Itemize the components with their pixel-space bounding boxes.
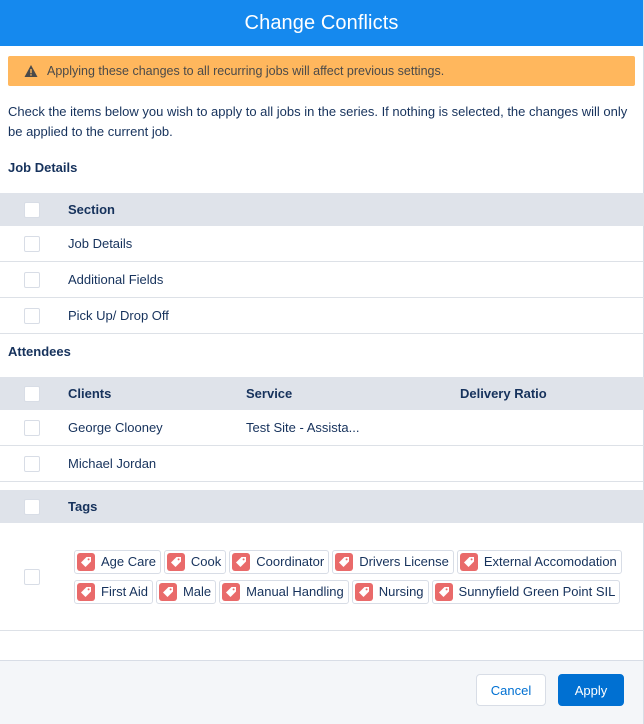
apply-button[interactable]: Apply (558, 674, 624, 706)
tag-icon (167, 553, 185, 571)
tag-icon (159, 583, 177, 601)
row-checkbox[interactable] (24, 236, 40, 252)
table-row (0, 226, 644, 262)
row-checkbox[interactable] (24, 272, 40, 288)
tag-list (74, 547, 634, 607)
tag-icon (460, 553, 478, 571)
warning-icon (24, 64, 38, 78)
tags-row-checkbox[interactable] (24, 569, 40, 585)
tag-icon (77, 583, 95, 601)
tag-label: Manual Handling (246, 584, 344, 599)
attendees-table (0, 377, 644, 631)
section-label: Pick Up/ Drop Off (68, 308, 169, 323)
row-checkbox[interactable] (24, 420, 40, 436)
table-row (0, 262, 644, 298)
table-row (0, 446, 644, 482)
tag-icon (77, 553, 95, 571)
select-all-clients-checkbox[interactable] (24, 386, 40, 402)
modal-title: Change Conflicts (244, 11, 399, 34)
tag-pill (432, 580, 621, 604)
table-header (0, 377, 644, 410)
tag-pill (457, 550, 622, 574)
tag-label: External Accomodation (483, 554, 617, 569)
tag-pill (229, 550, 329, 574)
tags-column-header: Tags (68, 499, 98, 514)
select-all-sections-checkbox[interactable] (24, 202, 40, 218)
tag-label: Sunnyfield Green Point SIL (458, 584, 616, 599)
table-row (0, 298, 644, 334)
tag-icon (232, 553, 250, 571)
modal-header (0, 0, 643, 46)
job-details-title: Job Details (8, 160, 78, 175)
delivery-ratio-column-header: Delivery Ratio (460, 386, 547, 401)
section-label: Job Details (68, 236, 133, 251)
clients-column-header: Clients (68, 386, 112, 401)
tag-pill (156, 580, 216, 604)
tags-row (0, 523, 644, 631)
tag-icon (335, 553, 353, 571)
select-all-tags-checkbox[interactable] (24, 499, 40, 515)
tag-pill (164, 550, 226, 574)
tag-label: Drivers License (359, 554, 449, 569)
tag-label: Cook (190, 554, 222, 569)
cancel-button[interactable]: Cancel (476, 674, 546, 706)
job-details-table (0, 193, 644, 334)
tags-header (0, 490, 644, 523)
service-column-header: Service (246, 386, 293, 401)
tag-pill (74, 580, 153, 604)
tag-pill (352, 580, 429, 604)
row-checkbox[interactable] (24, 308, 40, 324)
row-checkbox[interactable] (24, 456, 40, 472)
service-name: Test Site - Assista... (246, 420, 360, 435)
tag-label: Age Care (101, 554, 156, 569)
section-column-header: Section (68, 202, 115, 217)
intro-text: Check the items below you wish to apply to all jobs in the series. If nothing is selected, the changes will only be applied to the current job. (8, 104, 628, 139)
tag-pill (74, 550, 161, 574)
tag-label: Nursing (378, 584, 424, 599)
tag-icon (355, 583, 373, 601)
table-header (0, 193, 644, 226)
tag-label: Coordinator (256, 554, 325, 569)
modal-footer (0, 660, 643, 724)
client-name: George Clooney (68, 420, 163, 435)
table-row (0, 410, 644, 446)
tag-label: First Aid (101, 584, 148, 599)
tag-icon (435, 583, 453, 601)
warning-banner (8, 56, 635, 86)
tag-label: Male (182, 584, 212, 599)
client-name: Michael Jordan (68, 456, 157, 471)
tag-icon (222, 583, 240, 601)
warning-text: Applying these changes to all recurring jobs will affect previous settings. (47, 64, 445, 78)
attendees-title: Attendees (8, 344, 71, 359)
tag-pill (219, 580, 349, 604)
tag-pill (332, 550, 454, 574)
section-label: Additional Fields (68, 272, 164, 287)
